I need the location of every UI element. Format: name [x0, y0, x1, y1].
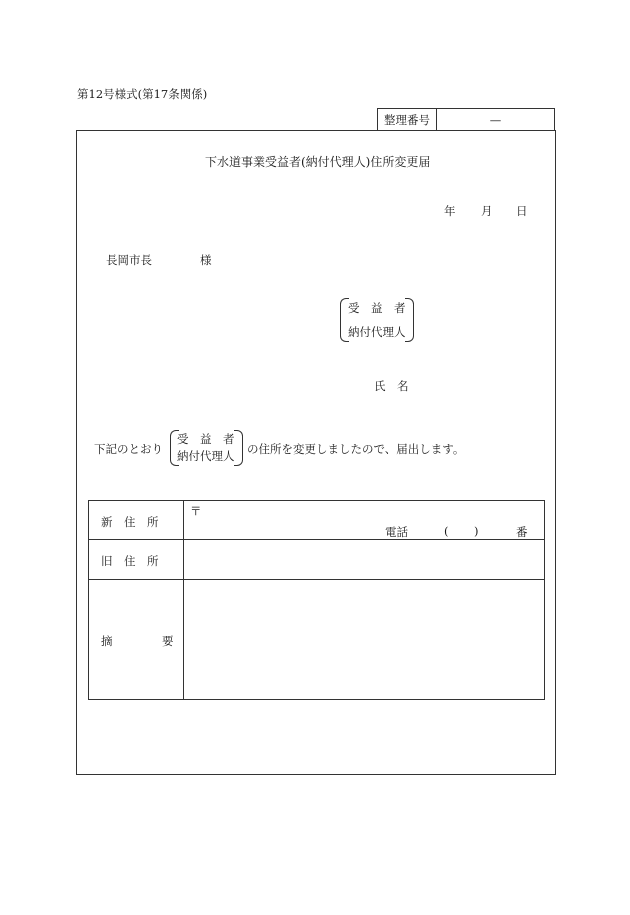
- applicant-bracket-right: [405, 298, 414, 342]
- applicant-role-beneficiary: 受 益 者: [348, 301, 406, 315]
- date-year-label: 年: [444, 204, 456, 218]
- summary-value[interactable]: [189, 585, 534, 693]
- postal-mark: 〒: [190, 504, 202, 518]
- new-address-value[interactable]: [209, 503, 529, 521]
- summary-label-first: 摘: [101, 634, 113, 648]
- statement-role-agent: 納付代理人: [177, 449, 235, 463]
- table-column-divider: [183, 501, 184, 699]
- applicant-name-label: 氏 名: [374, 379, 409, 393]
- statement-role-beneficiary: 受 益 者: [177, 432, 235, 446]
- new-address-label: 新 住 所: [101, 515, 159, 529]
- statement-suffix: の住所を変更しましたので、届出します。: [247, 442, 465, 456]
- statement-prefix: 下記のとおり: [94, 442, 163, 456]
- date-month-label: 月: [481, 204, 493, 218]
- old-address-label: 旧 住 所: [101, 554, 159, 568]
- reference-number-value[interactable]: —: [489, 113, 502, 127]
- address-table: [88, 500, 545, 700]
- form-title: 下水道事業受益者(納付代理人)住所変更届: [205, 155, 431, 169]
- applicant-role-agent: 納付代理人: [348, 325, 406, 339]
- date-day-label: 日: [516, 204, 528, 218]
- table-row-divider: [89, 539, 544, 540]
- reference-number-label: 整理番号: [378, 109, 437, 131]
- form-number: 第12号様式(第17条関係): [77, 87, 208, 101]
- addressee-honorific: 様: [200, 253, 212, 267]
- statement-bracket-right: [234, 430, 243, 466]
- addressee-name: 長岡市長: [106, 253, 152, 267]
- phone-paren-open: (: [444, 524, 449, 538]
- phone-label: 電話: [385, 525, 408, 539]
- old-address-value[interactable]: [189, 545, 534, 573]
- phone-paren-close: ): [474, 524, 479, 538]
- table-row-divider: [89, 579, 544, 580]
- phone-suffix: 番: [516, 525, 528, 539]
- summary-label-second: 要: [162, 634, 174, 648]
- reference-number-box: [377, 108, 555, 131]
